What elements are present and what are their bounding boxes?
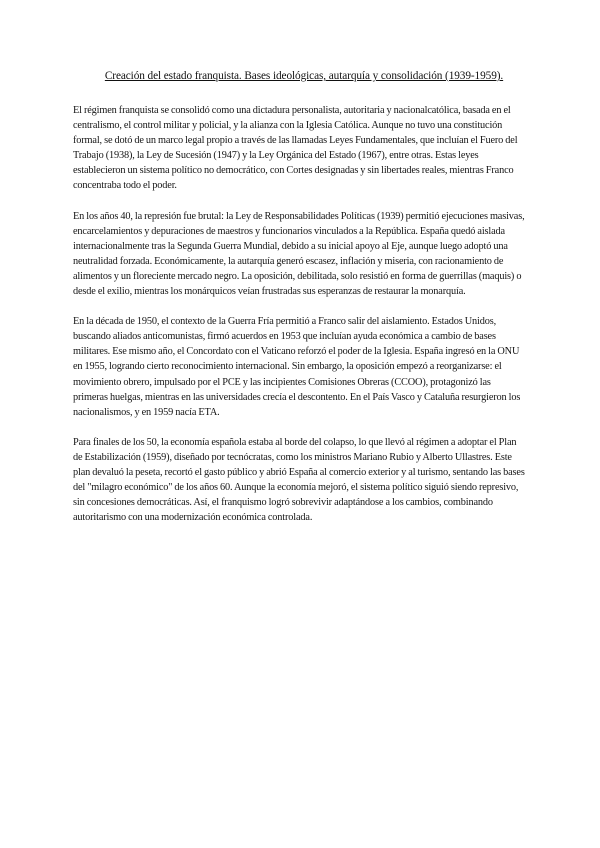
paragraph: El régimen franquista se consolidó como una dictadura personalista, autoritaria y nacionalcatólica, basada en el centralismo, el control militar y policial, y la alianza con la Iglesia Católica. Aunque no tuvo una constitución formal, se dotó de un marco legal propio a través de las llamadas Leyes Fundamentales, que incluían el Fuero del Trabajo (1938), la Ley de Sucesión (1947) y la Ley Orgánica del Estado (1967), entre otras. Estas leyes establecieron un sistema político no democrático, con Cortes designadas y sin libertades reales, mientras Franco concentraba todo el poder. [73, 105, 518, 192]
paragraph: En la década de 1950, el contexto de la Guerra Fría permitió a Franco salir del aislamiento. Estados Unidos, buscando aliados anticomunistas, firmó acuerdos en 1953 que incluían ayuda económica a cambio de bases militares. Ese mismo año, el Concordato con el Vaticano reforzó el poder de la Iglesia. España ingresó en la ONU en 1955, logrando cierto reconocimiento internacional. Sin embargo, la oposición empezó a reorganizarse: el movimiento obrero, impulsado por el PCE y las incipientes Comisiones Obreras (CCOO), protagonizó las primeras huelgas, mientras en las universidades crecía el descontento. En el País Vasco y Cataluña resurgieron los nacionalismos, y en 1959 nacía ETA. [73, 316, 521, 418]
document-title: Creación del estado franquista. Bases ideológicas, autarquía y consolidación (1939-1959). [104, 70, 504, 82]
paragraph: En los años 40, la represión fue brutal: la Ley de Responsabilidades Políticas (1939) permitió ejecuciones masivas, encarcelamientos y depuraciones de maestros y funcionarios vinculados a la República. España quedó aislada internacionalmente tras la Segunda Guerra Mundial, debido a su inicial apoyo al Eje, aunque luego adoptó una neutralidad forzada. Económicamente, la autarquía generó escasez, inflación y miseria, con racionamiento de alimentos y un floreciente mercado negro. La oposición, debilitada, solo resistió en forma de guerrillas (maquis) o desde el exilio, mientras los monárquicos veían frustradas sus esperanzas de restaurar la monarquía. [73, 210, 525, 298]
paragraph: Para finales de los 50, la economía española estaba al borde del colapso, lo que llevó al régimen a adoptar el Plan de Estabilización (1959), diseñado por tecnócratas, como los ministros Mariano Rubio y Alberto Ullastres. Este plan devaluó la peseta, recortó el gasto público y abrió España al comercio exterior y al turismo, sentando las bases del "milagro económico" de los años 60. Aunque la economía mejoró, el sistema político siguió siendo represivo, sin concesiones democráticas. Así, el franquismo logró sobrevivir adaptándose a los cambios, combinando autoritarismo con una modernización económica controlada. [73, 436, 525, 524]
document-body [73, 103, 525, 540]
